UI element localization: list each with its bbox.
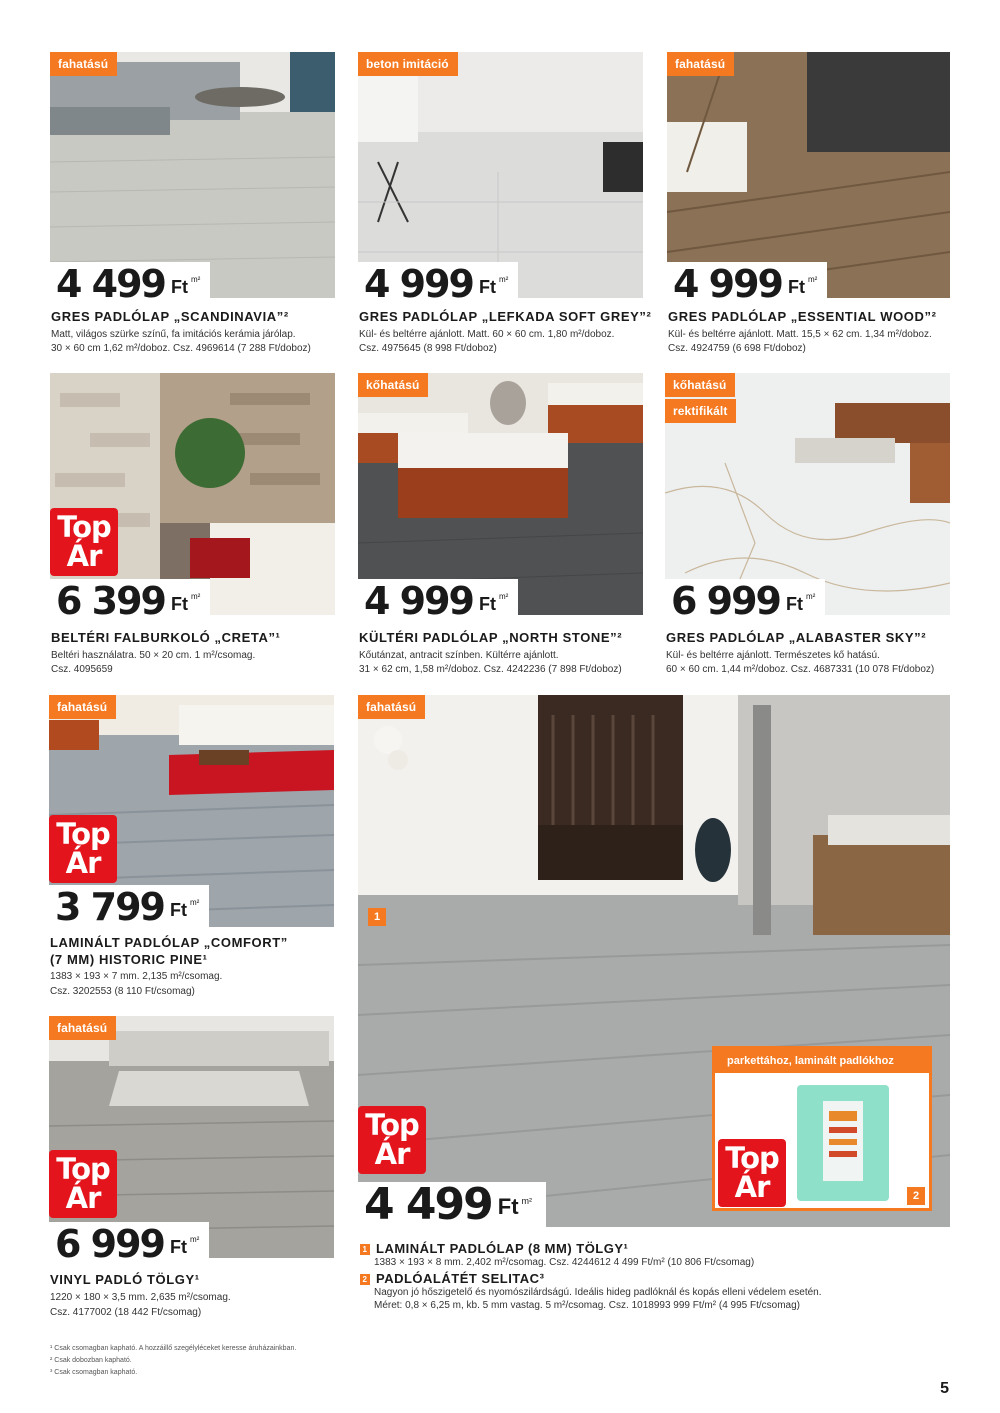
- price-currency: Ft: [788, 277, 805, 297]
- price-unit: m²: [190, 1235, 200, 1244]
- price-currency: Ft: [497, 1194, 519, 1219]
- top-ar-line: Top: [56, 1152, 110, 1186]
- product-scandinavia[interactable]: [50, 52, 335, 362]
- underlay-inset[interactable]: [712, 1046, 932, 1211]
- product-title: BELTÉRI FALBURKOLÓ „CRETA”¹: [51, 630, 281, 645]
- top-ar-line: Ár: [65, 1181, 101, 1215]
- product-comfort-historic-pine[interactable]: [49, 695, 334, 1005]
- product-title: GRES PADLÓLAP „LEFKADA SOFT GREY”²: [359, 309, 652, 324]
- price-label: [49, 1222, 209, 1266]
- price-unit: m²: [808, 275, 818, 284]
- price-value: 6 999: [55, 1222, 164, 1266]
- product-desc: Csz. 4095659: [51, 664, 113, 675]
- price-unit: m²: [521, 1196, 533, 1206]
- product-creta[interactable]: [50, 373, 335, 683]
- product-desc: Kül- és beltérre ajánlott. Matt. 60 × 60 cm. 1,80 m²/doboz.: [359, 329, 615, 340]
- item-number-marker: 1: [360, 1244, 370, 1255]
- callout-marker-2: 2: [907, 1187, 925, 1205]
- product-title: KÜLTÉRI PADLÓLAP „NORTH STONE”²: [359, 630, 623, 645]
- category-tag: fahatású: [667, 52, 734, 76]
- price-currency: Ft: [170, 1237, 187, 1257]
- price-value: 4 499: [56, 262, 165, 306]
- product-title: GRES PADLÓLAP „SCANDINAVIA”²: [51, 309, 289, 324]
- feature-item-desc: Méret: 0,8 × 6,25 m, kb. 5 mm vastag. 5 m²/csomag. Csz. 1018993 999 Ft/m² (4 995 Ft/csomag): [374, 1300, 801, 1311]
- price-label: [665, 579, 825, 623]
- product-desc: Csz. 4177002 (18 442 Ft/csomag): [50, 1307, 202, 1318]
- price-label: [358, 579, 518, 623]
- price-unit: m²: [499, 275, 509, 284]
- product-desc: 60 × 60 cm. 1,44 m²/doboz. Csz. 4687331 (10 078 Ft/doboz): [666, 664, 935, 675]
- feature-item-title: [360, 1271, 822, 1286]
- top-ar-line: Ár: [65, 846, 101, 880]
- product-desc: Csz. 4975645 (8 998 Ft/doboz): [359, 343, 497, 354]
- feature-item-list: [360, 1241, 822, 1312]
- category-tag: fahatású: [50, 52, 117, 76]
- item-title-text: LAMINÁLT PADLÓLAP (8 MM) TÖLGY¹: [376, 1241, 629, 1256]
- top-ar-badge: [49, 815, 117, 883]
- price-value: 4 999: [364, 579, 473, 623]
- footnote: ² Csak dobozban kapható.: [50, 1357, 132, 1364]
- price-label: [50, 579, 210, 623]
- top-ar-line: Ár: [734, 1170, 770, 1204]
- product-alabaster-sky[interactable]: [665, 373, 950, 683]
- top-ar-badge: [49, 1150, 117, 1218]
- price-unit: m²: [806, 592, 816, 601]
- top-ar-badge: [718, 1139, 786, 1207]
- product-title-line2: (7 MM) HISTORIC PINE¹: [50, 952, 208, 967]
- price-currency: Ft: [171, 277, 188, 297]
- price-label: [667, 262, 827, 306]
- price-unit: m²: [499, 592, 509, 601]
- top-ar-line: Ár: [374, 1137, 410, 1171]
- price-unit: m²: [191, 592, 201, 601]
- price-value: 4 999: [673, 262, 782, 306]
- category-tag: fahatású: [49, 695, 116, 719]
- top-ar-badge: [50, 508, 118, 576]
- item-title-text: PADLÓALÁTÉT SELITAC³: [376, 1271, 545, 1286]
- product-lefkada[interactable]: [358, 52, 652, 362]
- price-value: 4 499: [364, 1179, 492, 1230]
- price-label: [50, 262, 210, 306]
- product-desc: Kül- és beltérre ajánlott. Matt. 15,5 × 62 cm. 1,34 m²/doboz.: [668, 329, 932, 340]
- callout-marker-1: 1: [368, 908, 386, 926]
- price-unit: m²: [191, 275, 201, 284]
- feature-item-title: [360, 1241, 822, 1256]
- product-desc: Beltéri használatra. 50 × 20 cm. 1 m²/csomag.: [51, 650, 256, 661]
- product-desc: Csz. 3202553 (8 110 Ft/csomag): [50, 986, 195, 997]
- category-tag: fahatású: [49, 1016, 116, 1040]
- price-label: [49, 885, 209, 929]
- price-currency: Ft: [479, 277, 496, 297]
- price-value: 4 999: [364, 262, 473, 306]
- category-tag: fahatású: [358, 695, 425, 719]
- product-north-stone[interactable]: [358, 373, 643, 683]
- price-value: 6 399: [56, 579, 165, 623]
- footnote: ³ Csak csomagban kapható.: [50, 1369, 138, 1376]
- product-desc: Kőutánzat, antracit színben. Kültérre ajánlott.: [359, 650, 559, 661]
- category-tag: kőhatású: [358, 373, 428, 397]
- product-desc: Matt, világos szürke színű, fa imitációs kerámia járólap.: [51, 329, 296, 340]
- product-desc: 1220 × 180 × 3,5 mm. 2,635 m²/csomag.: [50, 1292, 231, 1303]
- underlay-package-image: [793, 1081, 893, 1205]
- product-desc: Csz. 4924759 (6 698 Ft/doboz): [668, 343, 806, 354]
- top-ar-line: Ár: [66, 539, 102, 573]
- price-currency: Ft: [479, 594, 496, 614]
- top-ar-line: Top: [56, 817, 110, 851]
- price-label: [358, 262, 518, 306]
- top-ar-line: Top: [57, 510, 111, 544]
- product-desc: 1383 × 193 × 7 mm. 2,135 m²/csomag.: [50, 971, 223, 982]
- product-desc: 31 × 62 cm, 1,58 m²/doboz. Csz. 4242236 (7 898 Ft/doboz): [359, 664, 622, 675]
- product-desc: Kül- és beltérre ajánlott. Természetes kő hatású.: [666, 650, 880, 661]
- price-currency: Ft: [786, 594, 803, 614]
- feature-item-desc: Nagyon jó hőszigetelő és nyomószilárdságú. Ideális hideg padlóknál és kopás elleni védelem esetén.: [374, 1287, 822, 1298]
- category-tag-secondary: rektifikált: [665, 399, 736, 423]
- product-essential-wood[interactable]: [667, 52, 950, 362]
- price-value: 3 799: [55, 885, 164, 929]
- price-currency: Ft: [170, 900, 187, 920]
- product-title: VINYL PADLÓ TÖLGY¹: [50, 1272, 200, 1287]
- feature-item-desc: 1383 × 193 × 8 mm. 2,402 m²/csomag. Csz. 4244612 4 499 Ft/m² (10 806 Ft/csomag): [374, 1257, 755, 1268]
- page-number: 5: [940, 1380, 949, 1397]
- price-currency: Ft: [171, 594, 188, 614]
- category-tag: kőhatású: [665, 373, 735, 397]
- inset-label: parkettához, laminált padlókhoz: [715, 1049, 929, 1073]
- feature-laminate-tolgy[interactable]: [358, 695, 950, 1325]
- top-ar-badge: [358, 1106, 426, 1174]
- top-ar-line: Top: [725, 1141, 779, 1175]
- price-unit: m²: [190, 898, 200, 907]
- category-tag: beton imitáció: [358, 52, 458, 76]
- product-title: LAMINÁLT PADLÓLAP „COMFORT”: [50, 935, 288, 950]
- product-title: GRES PADLÓLAP „ESSENTIAL WOOD”²: [668, 309, 937, 324]
- product-vinyl-tolgy[interactable]: [49, 1016, 334, 1326]
- product-title: GRES PADLÓLAP „ALABASTER SKY”²: [666, 630, 927, 645]
- product-desc: 30 × 60 cm 1,62 m²/doboz. Csz. 4969614 (7 288 Ft/doboz): [51, 343, 311, 354]
- footnote: ¹ Csak csomagban kapható. A hozzáillő szegélyléceket keresse áruházainkban.: [50, 1345, 297, 1352]
- price-value: 6 999: [671, 579, 780, 623]
- top-ar-line: Top: [365, 1108, 419, 1142]
- price-label: [358, 1179, 546, 1230]
- item-number-marker: 2: [360, 1274, 370, 1285]
